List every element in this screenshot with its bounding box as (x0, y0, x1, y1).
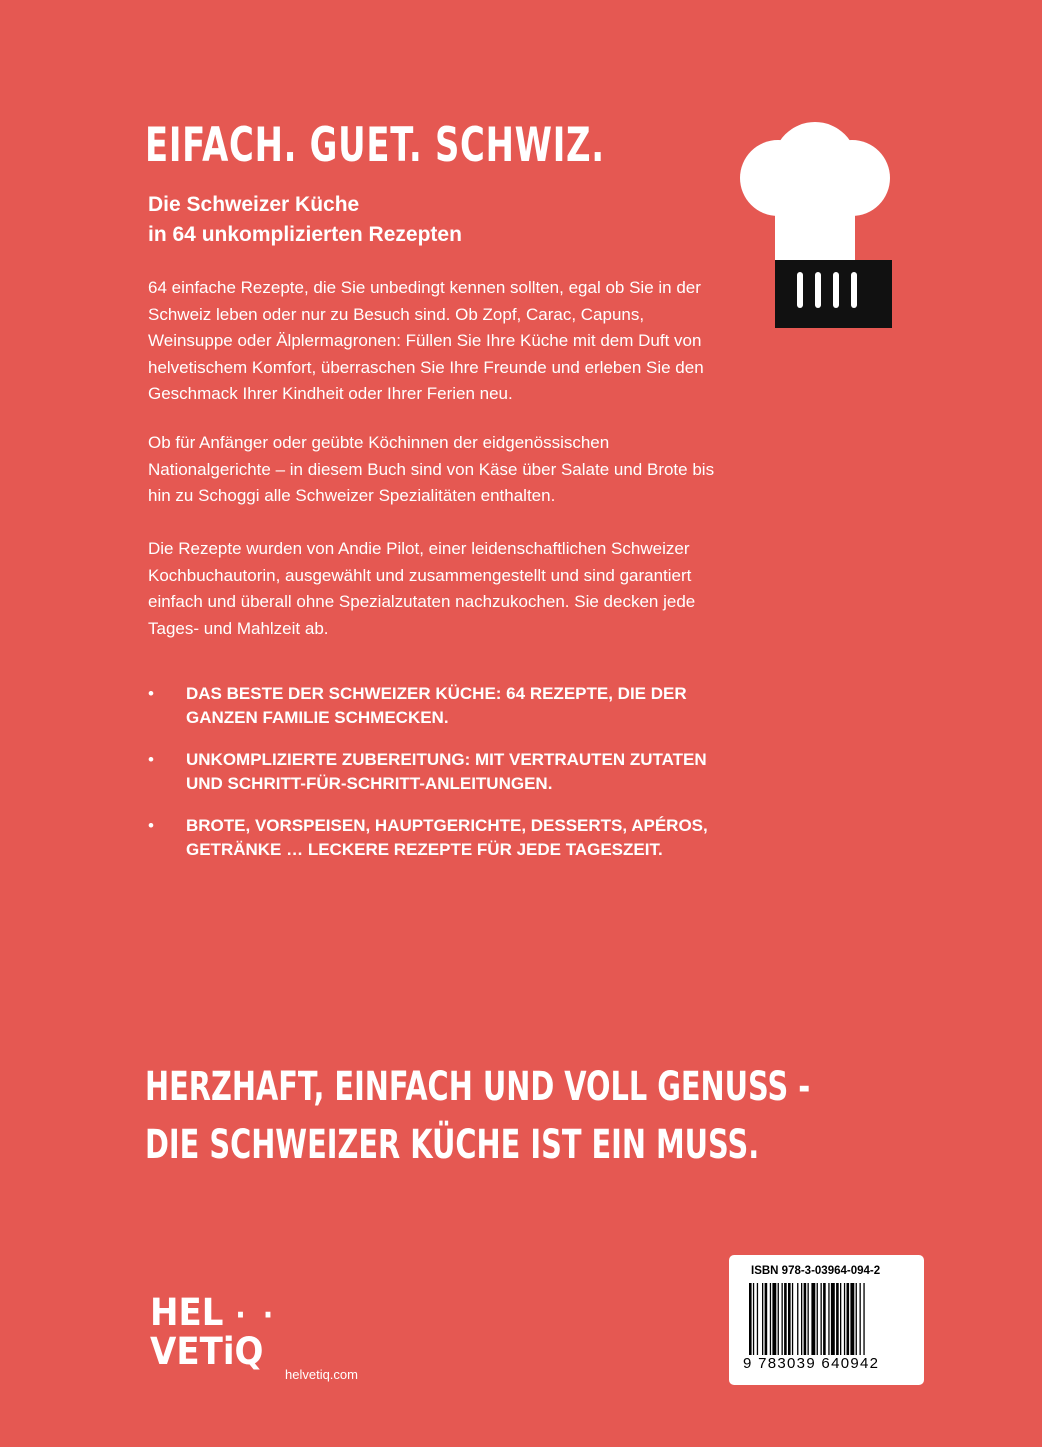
logo-dots: · · (235, 1298, 277, 1333)
feature-text: UNKOMPLIZIERTE ZUBEREITUNG: MIT VERTRAUTEN ZUTATEN UND SCHRITT-FÜR-SCHRITT-ANLEITUNGEN. (186, 750, 707, 793)
description-paragraph-2: Ob für Anfänger oder geübte Köchinnen der eidgenössischen Nationalgerichte – in diesem Buch sind von Käse über Salate und Brote bis hin zu Schoggi alle Schweizer Spezialitäten enthalten. (148, 433, 715, 505)
bullet-marker: • (148, 816, 154, 835)
feature-item (148, 682, 738, 730)
logo-line-1: HEL (150, 1291, 224, 1334)
barcode-bar (844, 1283, 845, 1355)
barcode-bar (804, 1283, 807, 1355)
logo-line-2: VETiQ (150, 1330, 264, 1373)
barcode-bar (831, 1283, 835, 1355)
barcode-icon (749, 1283, 904, 1355)
barcode-bar (808, 1283, 809, 1355)
barcode-bar (782, 1283, 783, 1355)
barcode-bar (856, 1283, 857, 1355)
ean-digits: 9 783039 640942 (743, 1355, 880, 1372)
barcode-bar (757, 1283, 758, 1355)
chef-hat-top (740, 122, 890, 260)
publisher-logo (150, 1291, 277, 1373)
barcode-bar (847, 1283, 850, 1355)
barcode-bar (797, 1283, 798, 1355)
subtitle-line-2: in 64 unkomplizierten Rezepten (148, 223, 462, 246)
subtitle-line-1: Die Schweizer Küche (148, 193, 360, 216)
cover-title: EIFACH. GUET. SCHWIZ. (145, 118, 605, 173)
barcode-bar (821, 1283, 822, 1355)
barcode-bar (828, 1283, 829, 1355)
barcode-bar (863, 1283, 864, 1355)
barcode-box (729, 1255, 924, 1385)
barcode-bar (792, 1283, 793, 1355)
barcode-bar (860, 1283, 861, 1355)
publisher-website: helvetiq.com (285, 1367, 358, 1382)
barcode-bar (753, 1283, 754, 1355)
feature-item (148, 814, 738, 862)
barcode-bar (749, 1283, 752, 1355)
chef-hat-icon (738, 120, 892, 330)
isbn-label: ISBN 978-3-03964-094-2 (751, 1265, 881, 1277)
description-paragraph-3: Die Rezepte wurden von Andie Pilot, einer leidenschaftlichen Schweizer Kochbuchautorin, ausgewählt und zusammengestellt und sind garantiert einfach und überall ohne Spezialzutaten nachzukochen. Sie decken jede Tages- und Mahlzeit ab. (148, 539, 696, 638)
slogan-line-1: HERZHAFT, EINFACH UND VOLL GENUSS - (145, 1064, 811, 1110)
barcode-bar (788, 1283, 791, 1355)
barcode-bar (836, 1283, 839, 1355)
barcode-bar (762, 1283, 763, 1355)
bullet-marker: • (148, 684, 154, 703)
barcode-bar (811, 1283, 815, 1355)
barcode-bar (817, 1283, 818, 1355)
slogan (145, 1058, 810, 1174)
bullet-marker: • (148, 750, 154, 769)
feature-text: BROTE, VORSPEISEN, HAUPTGERICHTE, DESSERTS, APÉROS, GETRÄNKE … LECKERE REZEPTE FÜR JEDE TAGESZEIT. (186, 816, 708, 859)
barcode-bar (801, 1283, 802, 1355)
barcode-bar (850, 1283, 854, 1355)
feature-text: DAS BESTE DER SCHWEIZER KÜCHE: 64 REZEPTE, DIE DER GANZEN FAMILIE SCHMECKEN. (186, 684, 687, 727)
subtitle (148, 190, 462, 250)
slogan-line-2: DIE SCHWEIZER KÜCHE IST EIN MUSS. (145, 1122, 760, 1168)
feature-list (148, 682, 738, 880)
barcode-bar (823, 1283, 826, 1355)
barcode-bar (784, 1283, 787, 1355)
barcode-bar (778, 1283, 779, 1355)
feature-item (148, 748, 738, 796)
description-paragraph-1: 64 einfache Rezepte, die Sie unbedingt kennen sollten, egal ob Sie in der Schweiz leben oder nur zu Besuch sind. Ob Zopf, Carac, Capuns, Weinsuppe oder Älplermagronen: Füllen Sie Ihre Küche mit dem Duft von helvetischem Komfort, überraschen Sie Ihre Freunde und erleben Sie den Geschmack Ihrer Kindheit oder Ihrer Ferien neu. (148, 278, 704, 403)
barcode-bar (840, 1283, 841, 1355)
barcode-bar (772, 1283, 776, 1355)
barcode-bar (765, 1283, 768, 1355)
barcode-bar (770, 1283, 771, 1355)
